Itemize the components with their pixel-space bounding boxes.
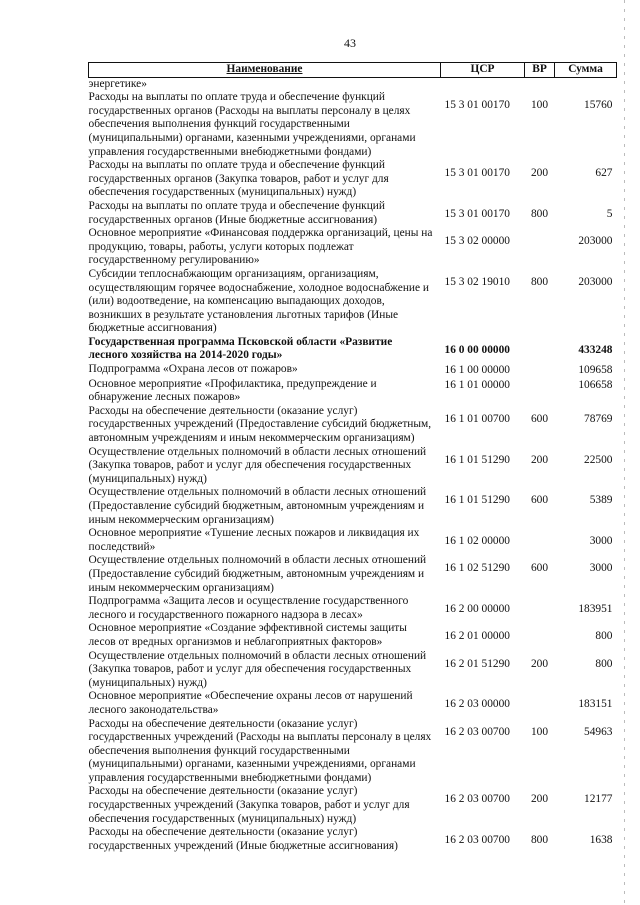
row-vr — [525, 378, 555, 405]
row-csr: 15 3 01 00170 — [444, 207, 510, 220]
table-row — [89, 595, 617, 622]
row-sum: 54963 — [584, 725, 613, 738]
row-name: Осуществление отдельных полномочий в области лесных отношений (Закупка товаров, работ и услуг для обеспечения государственных (муниципальных) нужд) — [88, 445, 427, 485]
row-sum: 627 — [595, 167, 613, 180]
table-row — [89, 200, 617, 227]
row-sum: 1638 — [589, 834, 613, 847]
row-vr: 800 — [530, 207, 549, 220]
row-sum: 78769 — [584, 412, 613, 425]
row-name: Основное мероприятие «Создание эффективной системы защиты лесов от вредных организмов и неблагоприятных факторов» — [88, 622, 407, 648]
row-vr: 600 — [530, 494, 549, 507]
row-csr: 16 2 03 00700 — [444, 725, 510, 738]
row-csr: 15 3 02 00000 — [444, 235, 510, 248]
row-vr — [525, 595, 555, 622]
row-sum: 22500 — [584, 453, 613, 466]
row-name: Основное мероприятие «Тушение лесных пожаров и ликвидация их последствий» — [88, 527, 420, 553]
table-row — [89, 826, 617, 853]
row-csr: 16 2 03 00000 — [444, 698, 510, 711]
row-csr: 16 1 01 00000 — [444, 378, 510, 391]
scan-edge-mark — [624, 0, 625, 905]
row-vr — [525, 527, 555, 554]
row-vr: 800 — [530, 834, 549, 847]
table-header — [89, 63, 617, 78]
table-row — [89, 268, 617, 336]
row-csr: 16 2 00 00000 — [444, 603, 510, 616]
row-vr — [525, 363, 555, 378]
row-csr: 15 3 01 00170 — [444, 99, 510, 112]
table-row — [89, 336, 617, 363]
row-vr: 200 — [530, 793, 549, 806]
row-csr: 16 1 01 51290 — [444, 453, 510, 466]
row-csr: 16 2 03 00700 — [444, 834, 510, 847]
table-row — [89, 554, 617, 595]
table-row — [89, 91, 617, 159]
row-vr: 800 — [530, 275, 549, 288]
row-name: Основное мероприятие «Профилактика, предупреждение и обнаружение лесных пожаров» — [88, 377, 377, 404]
row-csr: 16 0 00 00000 — [444, 343, 510, 356]
row-vr — [525, 622, 555, 649]
row-name: Основное мероприятие «Финансовая поддержка организаций, цены на продукцию, товары, работы, услуги которых подлежат государственному регулированию» — [88, 227, 433, 267]
table-row — [89, 785, 617, 826]
row-csr: 15 3 01 00170 — [444, 167, 510, 180]
row-name: Расходы на обеспечение деятельности (оказание услуг) государственных учреждений (Предоставление субсидий бюджетным, автономным учреждениям и иным некоммерческим организациям) — [88, 404, 432, 445]
header-name: Наименование — [89, 63, 441, 78]
page-number: 43 — [344, 36, 356, 50]
row-sum: 5 — [606, 207, 613, 220]
row-sum: 5389 — [589, 494, 613, 507]
row-csr: 16 2 01 00000 — [444, 630, 510, 643]
row-vr: 600 — [530, 562, 549, 575]
row-name: Подпрограмма «Охрана лесов от пожаров» — [88, 363, 298, 376]
row-vr: 100 — [530, 725, 549, 738]
row-csr: 16 1 02 00000 — [444, 535, 510, 548]
row-csr: 15 3 02 19010 — [444, 275, 510, 288]
row-vr: 200 — [530, 657, 549, 670]
row-vr: 100 — [530, 99, 549, 112]
table-row — [89, 378, 617, 405]
row-name: Осуществление отдельных полномочий в области лесных отношений (Предоставление субсидий бюджетным, автономным учреждениям и иным некоммерческим организациям) — [88, 554, 427, 594]
row-name: Расходы на выплаты по оплате труда и обеспечение функций государственных органов (Расходы на выплаты персоналу в целях обеспечения выполнения функций государственными (муниципальными) органами, казенными учреждениями, органами управления государственными внебюджетными фондами) — [88, 91, 416, 158]
row-vr — [525, 690, 555, 717]
row-sum: 203000 — [578, 235, 613, 248]
row-name: Основное мероприятие «Обеспечение охраны лесов от нарушений лесного законодательства» — [88, 690, 413, 716]
table-row — [89, 446, 617, 487]
table-row — [89, 486, 617, 527]
row-name: Расходы на обеспечение деятельности (оказание услуг) государственных учреждений (Закупка товаров, работ и услуг для обеспечения государственных (муниципальных) нужд) — [88, 785, 410, 825]
row-sum: 106658 — [578, 378, 613, 391]
table-row — [89, 405, 617, 446]
table-row — [89, 227, 617, 268]
table-row — [89, 622, 617, 649]
table-row — [89, 159, 617, 200]
row-sum: 3000 — [589, 535, 613, 548]
row-csr: 16 1 01 51290 — [444, 494, 510, 507]
row-name: Расходы на обеспечение деятельности (оказание услуг) государственных учреждений (Иные бюджетные ассигнования) — [88, 826, 398, 852]
budget-table — [88, 62, 617, 853]
row-name: Расходы на выплаты по оплате труда и обеспечение функций государственных органов (Закупка товаров, работ и услуг для обеспечения государственных (муниципальных) нужд) — [88, 159, 389, 199]
row-sum: 3000 — [589, 562, 613, 575]
header-sum: Сумма — [555, 63, 617, 78]
row-sum: 183951 — [578, 603, 613, 616]
row-name: Осуществление отдельных полномочий в области лесных отношений (Закупка товаров, работ и услуг для обеспечения государственных (муниципальных) нужд) — [88, 649, 427, 689]
row-sum: 12177 — [584, 793, 613, 806]
table-row — [89, 363, 617, 378]
row-csr: 16 2 03 00700 — [444, 793, 510, 806]
table-row — [89, 718, 617, 786]
row-sum: 203000 — [578, 275, 613, 288]
row-vr: 200 — [530, 167, 549, 180]
row-sum: 15760 — [584, 99, 613, 112]
row-csr: 16 2 01 51290 — [444, 657, 510, 670]
row-sum: 109658 — [578, 364, 613, 377]
row-name: Подпрограмма «Защита лесов и осуществление государственного лесного и государственного пожарного надзора в лесах» — [88, 595, 409, 621]
row-sum: 800 — [595, 630, 613, 643]
row-name: Расходы на обеспечение деятельности (оказание услуг) государственных учреждений (Расходы на выплаты персоналу в целях обеспечения выполнения функций государственными (муниципальными) органами, казенными учреждениями, органами управления государственными внебюджетными фондами) — [88, 717, 432, 784]
row-sum: 183151 — [578, 698, 613, 711]
row-name: энергетике» — [88, 77, 147, 90]
table-row — [89, 690, 617, 717]
row-name: Субсидии теплоснабжающим организациям, организациям, осуществляющим горячее водоснабжение, холодное водоснабжение и (или) водоотведение, на компенсацию выпадающих доходов, возникших в результате установления льготных тарифов (Иные бюджетные ассигнования) — [88, 267, 430, 335]
row-name: Государственная программа Псковской области «Развитие лесного хозяйства на 2014-2020 годы» — [88, 335, 393, 362]
row-sum: 433248 — [578, 343, 613, 356]
table-body — [89, 77, 617, 853]
header-csr: ЦСР — [441, 63, 525, 78]
row-vr: 600 — [530, 412, 549, 425]
table-row — [89, 77, 617, 91]
table-row — [89, 527, 617, 554]
header-vr: ВР — [525, 63, 555, 78]
row-csr: 16 1 00 00000 — [444, 364, 510, 377]
row-csr: 16 1 01 00700 — [444, 412, 510, 425]
row-csr — [441, 77, 525, 91]
row-csr: 16 1 02 51290 — [444, 562, 510, 575]
table-row — [89, 650, 617, 691]
row-vr: 200 — [530, 453, 549, 466]
row-sum — [555, 77, 617, 91]
row-name: Осуществление отдельных полномочий в области лесных отношений (Предоставление субсидий бюджетным, автономным учреждениям и иным некоммерческим организациям) — [88, 486, 427, 526]
row-vr — [525, 227, 555, 268]
row-vr — [525, 336, 555, 363]
row-name: Расходы на выплаты по оплате труда и обеспечение функций государственных органов (Иные бюджетные ассигнования) — [88, 199, 385, 226]
row-vr — [525, 77, 555, 91]
row-sum: 800 — [595, 657, 613, 670]
